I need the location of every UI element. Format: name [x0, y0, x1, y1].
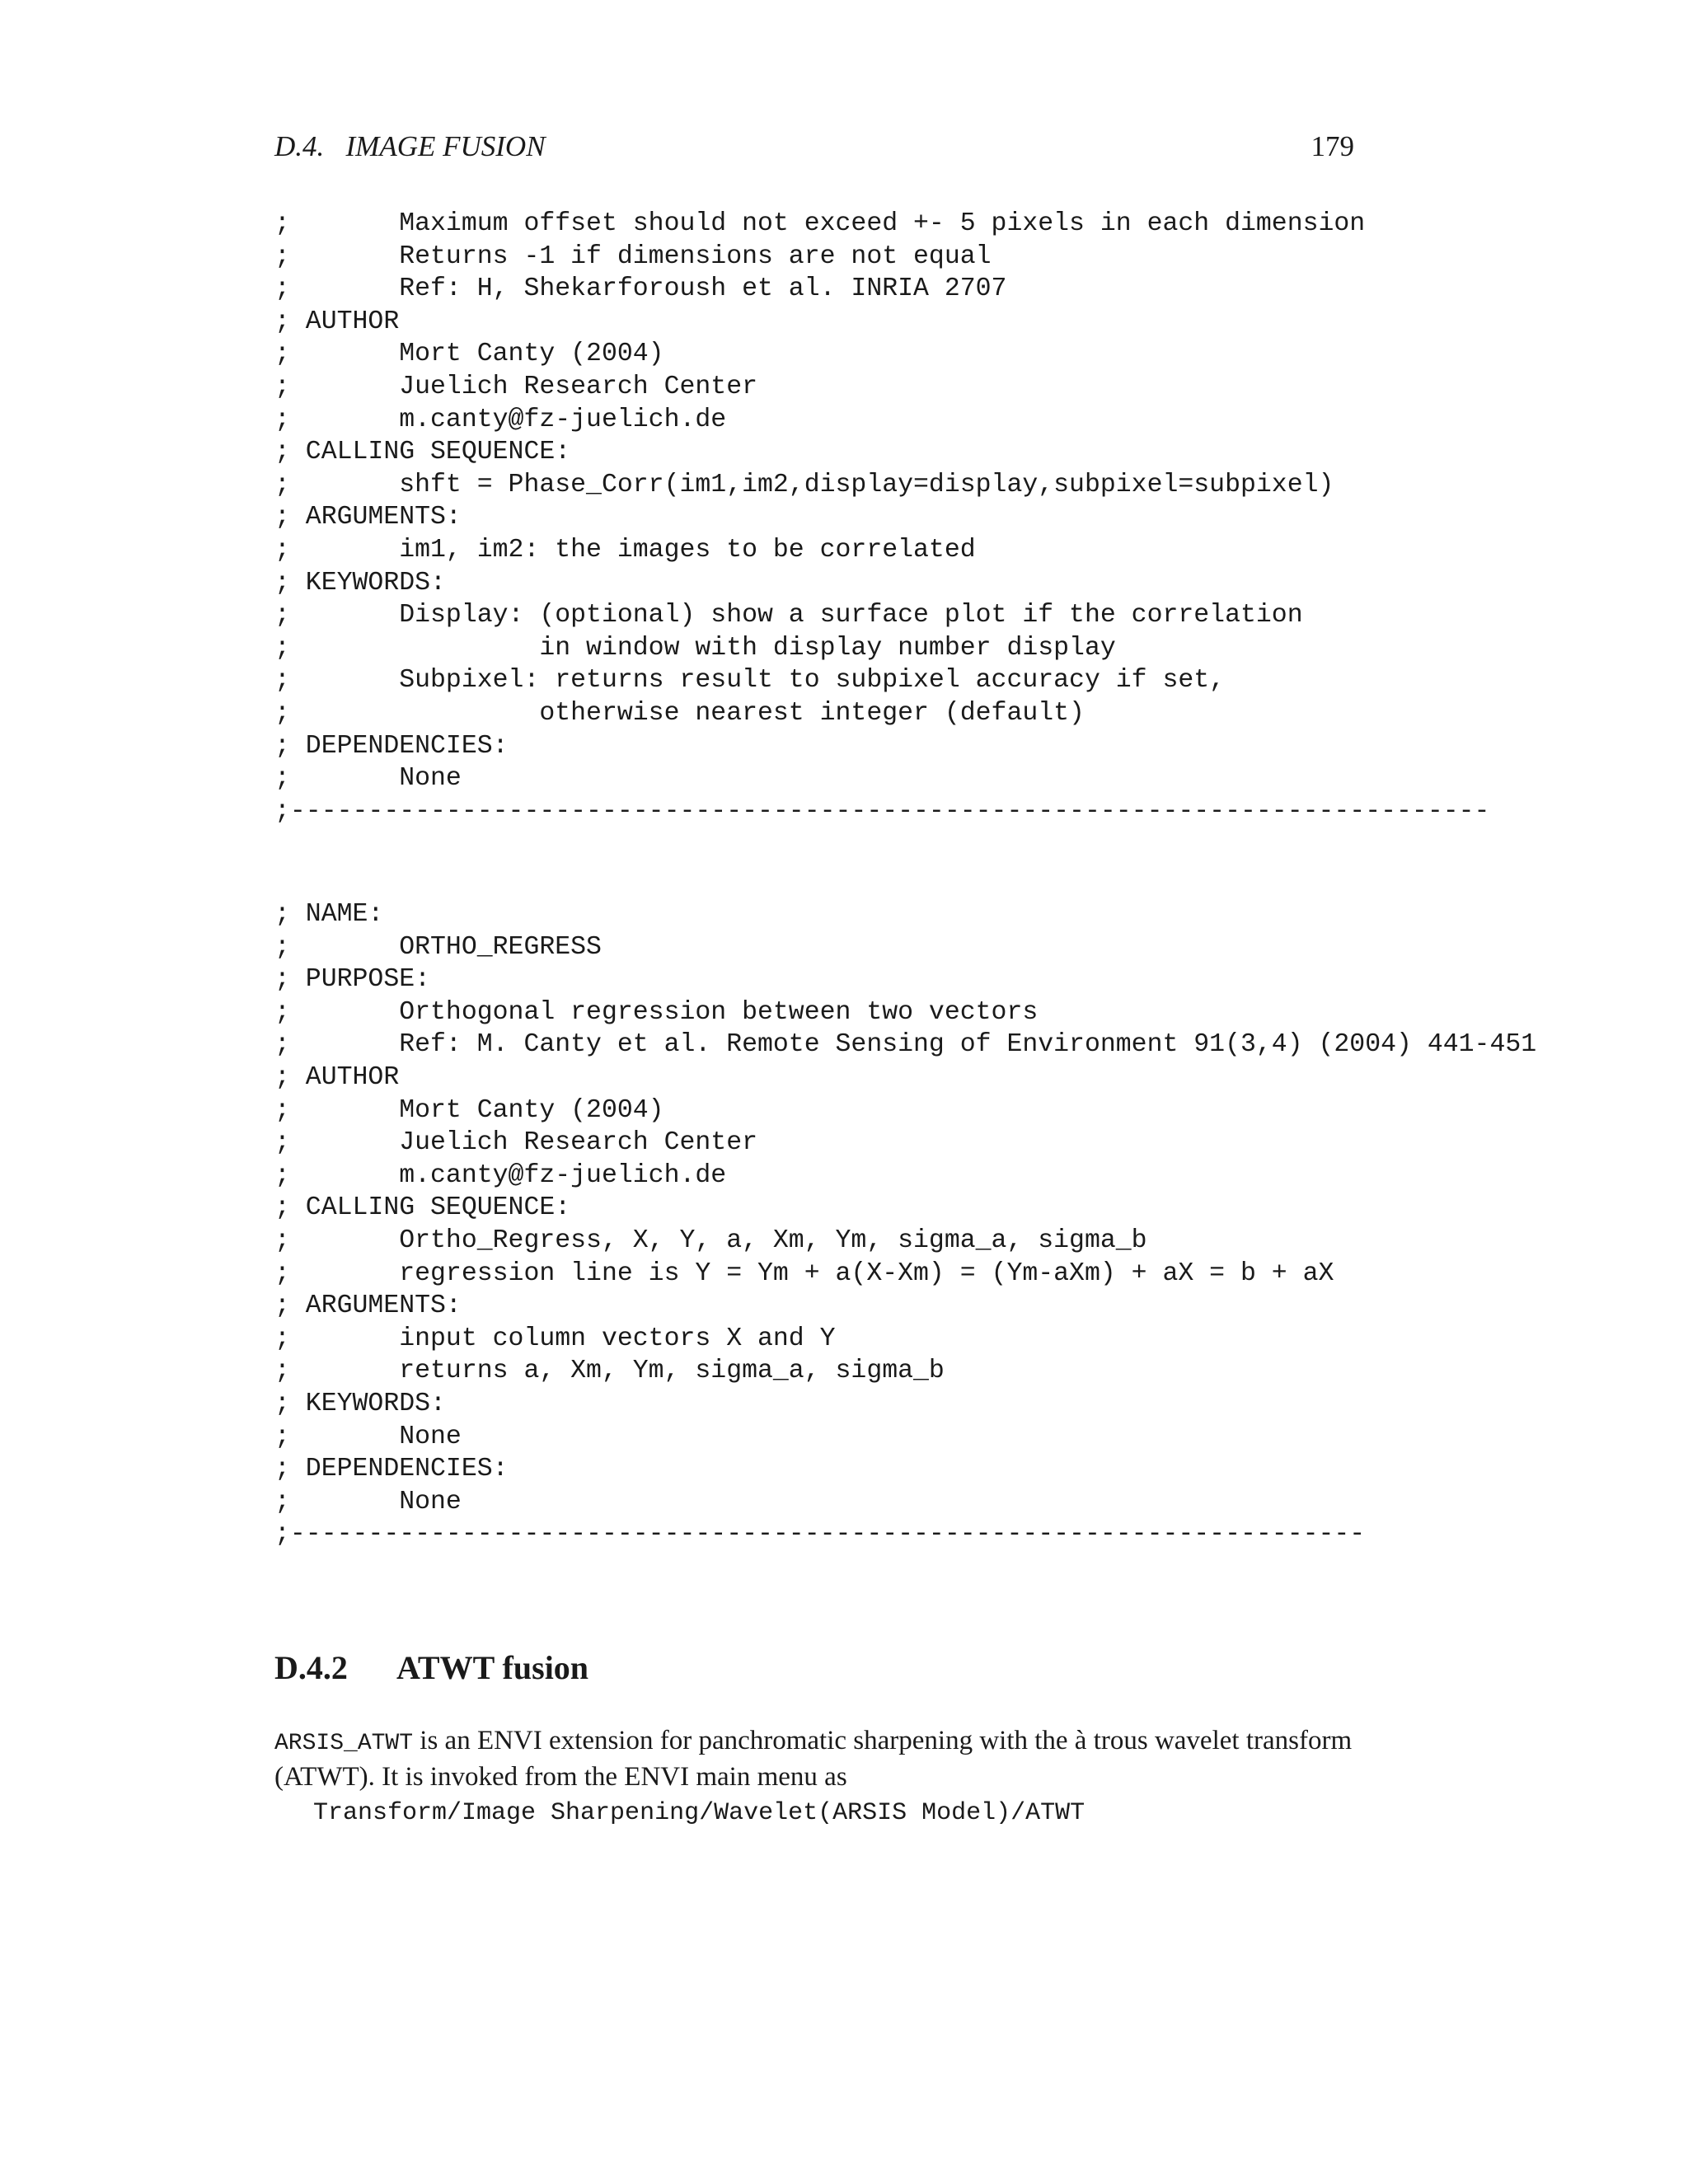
page-header — [274, 124, 1354, 173]
code-line: ; Juelich Research Center — [274, 1128, 757, 1158]
code-line: ; Returns -1 if dimensions are not equal — [274, 241, 992, 271]
section-number: D.4.2 — [274, 1649, 348, 1686]
code-line: ; None — [274, 764, 462, 794]
code-line: ; shft = Phase_Corr(im1,im2,display=display,subpixel=subpixel) — [274, 470, 1334, 499]
code-line: ;----------------------------------------------------------------------------- — [274, 796, 1490, 826]
code-line: ; Subpixel: returns result to subpixel accuracy if set, — [274, 666, 1226, 696]
code-line: ; KEYWORDS: — [274, 1389, 446, 1418]
code-line: ; DEPENDENCIES: — [274, 731, 509, 761]
code-block-ortho-regress — [274, 898, 1536, 1551]
code-line: ; m.canty@fz-juelich.de — [274, 405, 727, 434]
code-line: ; in window with display number display — [274, 633, 1116, 663]
code-line: ; Ortho_Regress, X, Y, a, Xm, Ym, sigma_a, sigma_b — [274, 1226, 1147, 1255]
code-line: ; Orthogonal regression between two vectors — [274, 997, 1039, 1027]
code-line: ; otherwise nearest integer (default) — [274, 698, 1085, 728]
code-line: ; Mort Canty (2004) — [274, 1095, 664, 1125]
code-line: ; Ref: M. Canty et al. Remote Sensing of Environment 91(3,4) (2004) 441-451 — [274, 1030, 1537, 1060]
section-heading — [274, 1648, 588, 1687]
code-line: ; CALLING SEQUENCE: — [274, 1193, 571, 1223]
code-line: ; regression line is Y = Ym + a(X-Xm) = (Ym-aXm) + aX = b + aX — [274, 1258, 1334, 1288]
paragraph-text: is an ENVI extension for panchromatic sharpening with the à trous wavelet transform (ATWT). It is invoked from the ENVI main menu as — [274, 1726, 1353, 1792]
code-line: ; ARGUMENTS: — [274, 503, 462, 532]
code-line: ; returns a, Xm, Ym, sigma_a, sigma_b — [274, 1357, 945, 1386]
code-line: ; ARGUMENTS: — [274, 1291, 462, 1321]
section-title: ATWT fusion — [396, 1649, 589, 1686]
code-line: ; Mort Canty (2004) — [274, 340, 664, 369]
body-paragraph — [274, 1724, 1362, 1793]
code-line: ; m.canty@fz-juelich.de — [274, 1160, 727, 1190]
code-line: ; KEYWORDS: — [274, 568, 446, 598]
code-line: ; NAME: — [274, 900, 384, 929]
code-line: ; input column vectors X and Y — [274, 1324, 836, 1353]
code-line: ; ORTHO_REGRESS — [274, 932, 602, 962]
menu-path: Transform/Image Sharpening/Wavelet(ARSIS Model)/ATWT — [313, 1799, 1085, 1827]
code-line: ; Maximum offset should not exceed +- 5 pixels in each dimension — [274, 209, 1366, 238]
code-line: ; CALLING SEQUENCE: — [274, 438, 571, 467]
running-header-section: D.4. IMAGE FUSION — [274, 130, 546, 162]
inline-code-term: ARSIS_ATWT — [274, 1731, 414, 1756]
code-line: ; Display: (optional) show a surface plot if the correlation — [274, 601, 1303, 630]
code-line: ; AUTHOR — [274, 307, 400, 336]
code-line: ; DEPENDENCIES: — [274, 1455, 509, 1484]
page-number: 179 — [1311, 130, 1354, 162]
code-line: ;--------------------------------------------------------------------- — [274, 1520, 1366, 1549]
code-line: ; None — [274, 1422, 462, 1451]
code-block-phase-corr — [274, 208, 1489, 827]
code-line: ; AUTHOR — [274, 1062, 400, 1092]
code-line: ; None — [274, 1487, 462, 1516]
code-line: ; PURPOSE: — [274, 965, 431, 995]
code-line: ; Ref: H, Shekarforoush et al. INRIA 2707 — [274, 274, 1007, 304]
code-line: ; Juelich Research Center — [274, 372, 757, 401]
code-line: ; im1, im2: the images to be correlated — [274, 535, 976, 565]
